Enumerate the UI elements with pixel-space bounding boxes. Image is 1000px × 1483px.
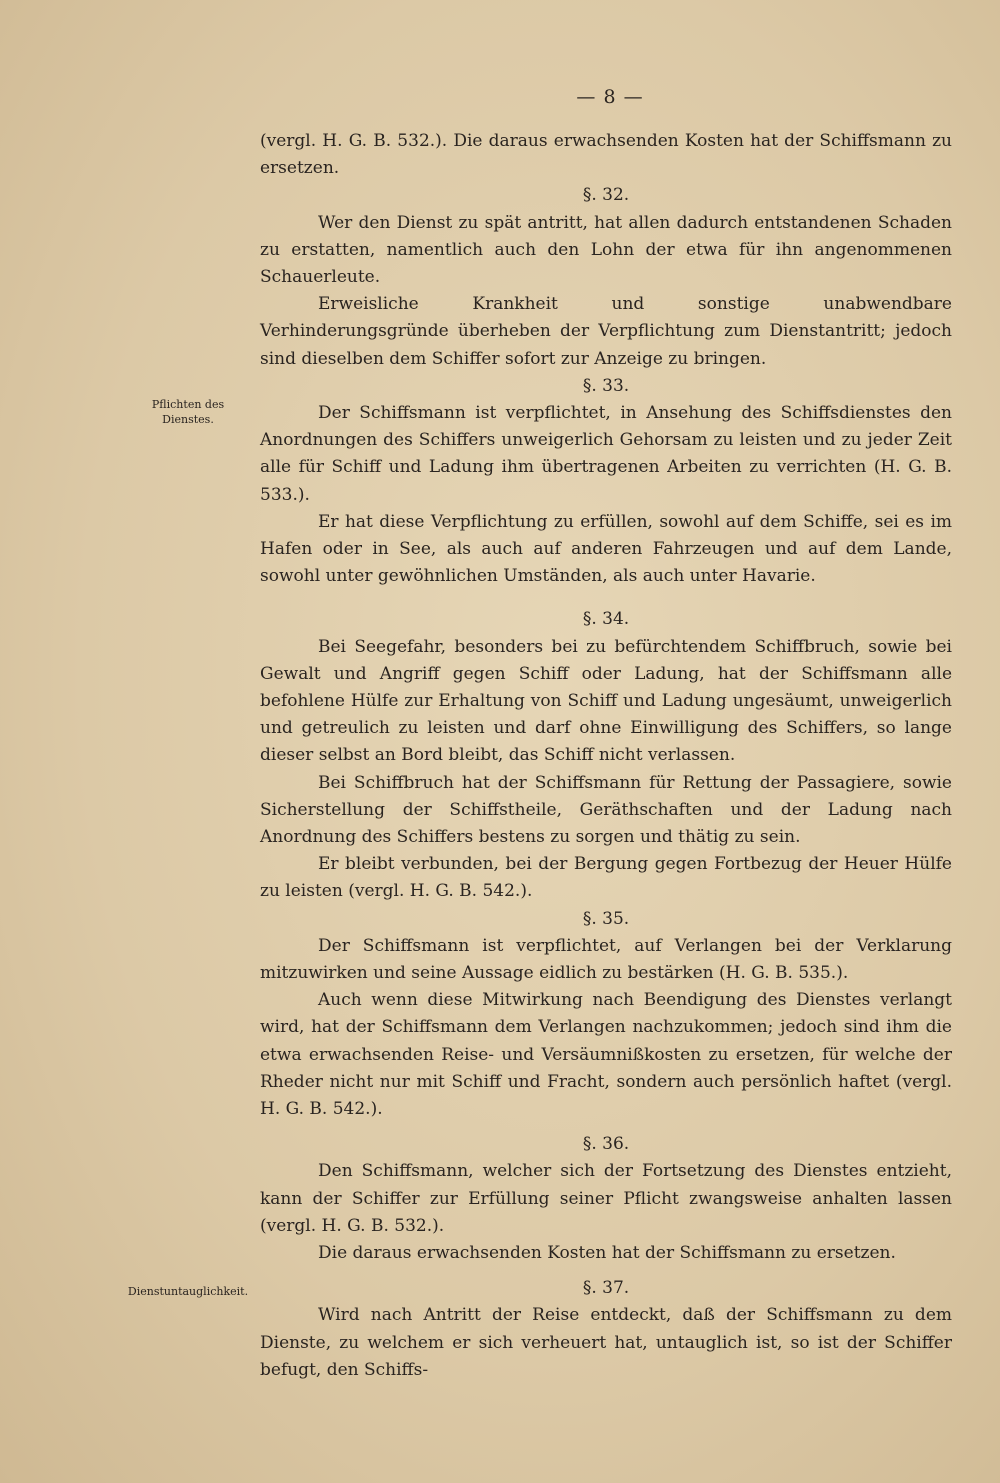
margin-note-unfit: Dienstuntauglichkeit. [127, 1285, 249, 1298]
paragraph: Er bleibt verbunden, bei der Bergung gegen Fortbezug der Heuer Hülfe zu leisten (vergl. H. G. B. 542.). [260, 854, 952, 902]
margin-note-duties: Pflichten des Dienstes. [151, 398, 225, 426]
paragraph: Bei Schiffbruch hat der Schiffsmann für Rettung der Passagiere, sowie Sicherstellung der Schiffstheile, Geräthschaften und der Ladung nach Anordnung des Schiffers bestens zu sorgen und thätig zu sein. [260, 772, 952, 848]
paragraph: Der Schiffsmann ist verpflichtet, auf Verlangen bei der Verklarung mitzuwirken und seine Aussage eidlich zu bestärken (H. G. B. 535.). [260, 935, 952, 984]
paragraph: Den Schiffsmann, welcher sich der Fortsetzung des Dienstes entzieht, kann der Schiffer zur Erfüllung seiner Pflicht zwangsweise anhalten lassen (vergl. H. G. B. 532.). [260, 1161, 952, 1236]
paragraph: Der Schiffsmann ist verpflichtet, in Ansehung des Schiffsdienstes den Anordnungen des Schiffers unweigerlich Gehorsam zu leisten und zu jeder Zeit alle für Schiff und Ladung ihm übertragenen Arbeiten zu verrichten (H. G. B. 533.). [260, 403, 952, 505]
paragraph: Auch wenn diese Mitwirkung nach Beendigung des Dienstes verlangt wird, hat der Schiffsmann dem Verlangen nachzukommen; jedoch sind ihm die etwa erwachsenden Reise- und Versäumnißkosten zu ersetzen, für welche der Rheder nicht nur mit Schiff und Fracht, sondern auch persönlich haftet (vergl. H. G. B. 542.). [260, 990, 952, 1120]
paragraph: Die daraus erwachsenden Kosten hat der Schiffsmann zu ersetzen. [318, 1243, 896, 1264]
paragraph: Erweisliche Krankheit und sonstige unabwendbare Verhinderungsgründe überheben der Verpflichtung zum Dienstantritt; jedoch sind dieselben dem Schiffer sofort zur Anzeige zu bringen. [260, 294, 952, 369]
page-number: — 8 — [576, 86, 644, 108]
paragraph: Bei Seegefahr, besonders bei zu befürchtendem Schiffbruch, sowie bei Gewalt und Angriff gegen Schiff oder Ladung, hat der Schiffsmann alle befohlene Hülfe zur Erhaltung von Schiff und Ladung ungesäumt, unweigerlich und getreulich zu leisten und darf ohne Einwilligung des Schiffers, so lange dieser selbst an Bord bleibt, das Schiff nicht verlassen. [260, 636, 952, 766]
section-heading-32: §. 32. [582, 185, 630, 206]
section-heading-37: §. 37. [582, 1278, 630, 1299]
paragraph: Wer den Dienst zu spät antritt, hat allen dadurch entstandenen Schaden zu erstatten, namentlich auch den Lohn der etwa für ihn angenommenen Schauerleute. [260, 212, 952, 287]
section-heading-33: §. 33. [582, 375, 630, 396]
section-heading-35: §. 35. [582, 908, 630, 929]
main-text [260, 128, 952, 1384]
paragraph: (vergl. H. G. B. 532.). Die daraus erwachsenden Kosten hat der Schiffsmann zu ersetzen. [260, 131, 952, 179]
section-heading-36: §. 36. [582, 1134, 630, 1155]
paragraph: Er hat diese Verpflichtung zu erfüllen, sowohl auf dem Schiffe, sei es im Hafen oder in See, als auch auf anderen Fahrzeugen und auf dem Lande, sowohl unter gewöhnlichen Umständen, als auch unter Havarie. [260, 511, 952, 587]
paragraph: Wird nach Antritt der Reise entdeckt, daß der Schiffsmann zu dem Dienste, zu welchem er sich verheuert hat, untauglich ist, so ist der Schiffer befugt, den Schiffs- [260, 1305, 952, 1380]
section-heading-34: §. 34. [582, 609, 630, 630]
